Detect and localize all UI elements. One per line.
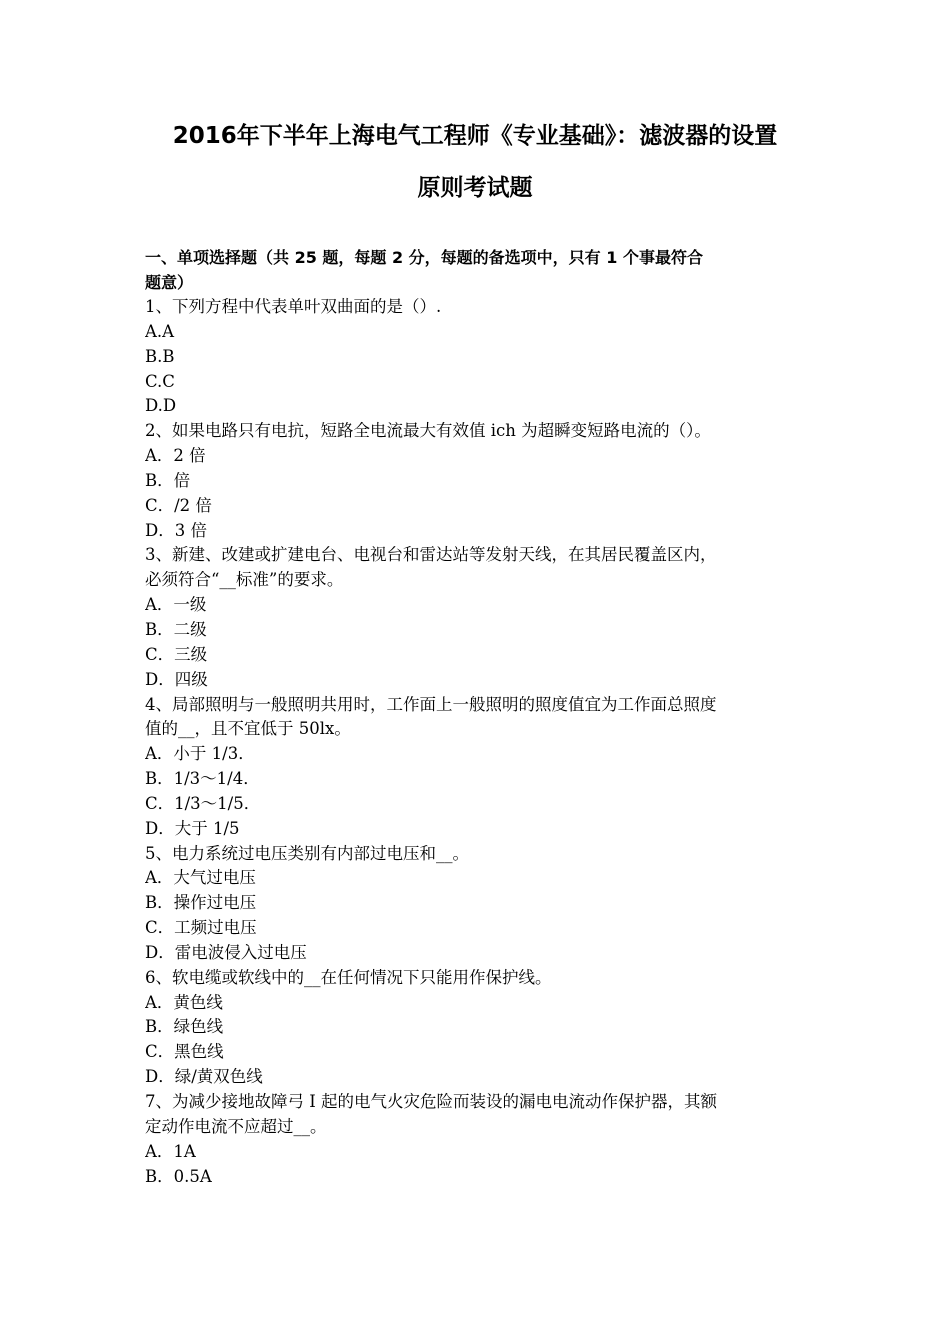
text-line: D．四级 [145,669,208,689]
text-line: D．绿/黄双色线 [145,1067,263,1087]
text-line: 值的__，且不宜低于 50lx。 [145,719,351,739]
text-line: C．1/3～1/5． [145,793,261,813]
text-line: 定动作电流不应超过__。 [145,1116,327,1136]
question-list [145,295,810,1189]
text-line: 4、局部照明与一般照明共用时，工作面上一般照明的照度值宜为工作面总照度 [145,694,717,714]
text-line: 5、电力系统过电压类别有内部过电压和__。 [145,843,469,863]
text-line: C．三级 [145,644,208,664]
section-heading [145,245,810,295]
text-line: A．小于 1/3． [145,744,255,764]
text-line: D．3 倍 [145,520,207,540]
text-line: B．0.5A [145,1166,212,1186]
text-line: A．1A [145,1141,196,1161]
text-line: B．倍 [145,470,191,490]
text-line: C．工频过电压 [145,918,257,938]
text-line: 必须符合“__标准”的要求。 [145,570,344,590]
text-line: C．/2 倍 [145,495,212,515]
text-line: 7、为减少接地故障弓 I 起的电气火灾危险而装设的漏电电流动作保护器，其额 [145,1092,718,1111]
text-line: A．黄色线 [145,992,223,1012]
text-line: B．1/3～1/4． [145,769,260,789]
text-line: D．大于 1/5 [145,818,240,838]
text-line: B．绿色线 [145,1017,224,1037]
text-line: A．2 倍 [145,446,206,466]
text-line: B．二级 [145,619,207,639]
text-line: D．雷电波侵入过电压 [145,942,307,962]
text-line: 3、新建、改建或扩建电台、电视台和雷达站等发射天线，在其居民覆盖区内， [145,545,717,565]
text-line: B．操作过电压 [145,893,257,913]
document-title-continued: 原则考试题 [417,175,533,201]
text-line: A．大气过电压 [145,868,256,888]
text-line: C．黑色线 [145,1042,224,1062]
text-line: A．一级 [145,595,207,615]
section-heading-line: 题意） [145,273,194,292]
text-line: A.A [145,321,175,341]
text-line: B.B [145,346,175,366]
text-line: C.C [145,371,175,391]
text-line: D.D [145,396,177,416]
document-title: 2016年下半年上海电气工程师《专业基础》：滤波器的设置 [172,123,778,149]
section-heading-line: 一、单项选择题（共 25 题，每题 2 分，每题的备选项中，只有 1 个事最符合 [145,248,703,267]
text-line: 6、软电缆或软线中的__在任何情况下只能用作保护线。 [145,967,552,987]
text-line: 2、如果电路只有电抗，短路全电流最大有效值 ich 为超瞬变短路电流的（）。 [145,421,711,441]
text-line: 1、下列方程中代表单叶双曲面的是（）. [145,297,442,316]
